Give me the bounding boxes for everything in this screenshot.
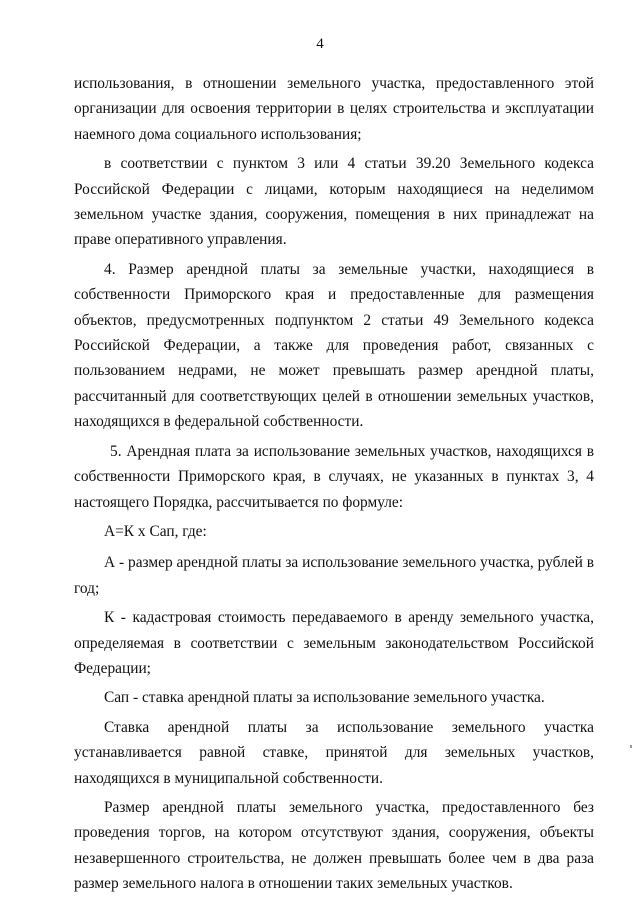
scan-mark: [630, 745, 632, 748]
paragraph-continuation: использования, в отношении земельного участка, предоставленного этой организации для освоения территории в целях строительства и эксплуатации наемного дома социального использования;: [74, 75, 594, 143]
definition-k: К - кадастровая стоимость передаваемого в аренду земельного участка, определяемая в соответствии с земельным законодательством Российской Федерации;: [74, 609, 594, 677]
paragraph-item-5: 5. Арендная плата за использование земельных участков, находящихся в собственности Приморского края, в случаях, не указанных в пунктах 3, 4 настоящего Порядка, рассчитывается по формуле:: [74, 442, 594, 511]
paragraph-no-auction: Размер арендной платы земельного участка, предоставленного без проведения торгов, на котором отсутствуют здания, сооружения, объекты незавершенного строительства, не должен превышать более чем в два раза размер земельного налога в отношении таких земельных участков.: [74, 798, 594, 893]
paragraph-article-39-20: в соответствии с пунктом 3 или 4 статьи 39.20 Земельного кодекса Российской Федерации с лицами, которым находящиеся на неделимом земельном участке здания, сооружения, помещения в них принадлежат на праве оперативного управления.: [74, 155, 594, 249]
page-number: 4: [316, 36, 324, 52]
document-body: [74, 71, 594, 901]
rent-formula: А=К х Сап, где:: [104, 522, 207, 540]
paragraph-item-4: 4. Размер арендной платы за земельные участки, находящиеся в собственности Приморского края и предоставленные для размещения объектов, предусмотренных подпунктом 2 статьи 49 Земельного кодекса Российской Федерации, а также для проведения работ, связанных с пользованием недрами, не может превышать размер арендной платы, рассчитанный для соответствующих целей в отношении земельных участков, находящихся в федеральной собственности.: [74, 260, 594, 431]
definition-a: А - размер арендной платы за использование земельного участка, рублей в год;: [74, 554, 594, 597]
definition-sap: Сап - ставка арендной платы за использование земельного участка.: [104, 689, 545, 707]
paragraph-rate: Ставка арендной платы за использование земельного участка устанавливается равной ставке, принятой для земельных участков, находящихся в муниципальной собственности.: [74, 718, 594, 787]
